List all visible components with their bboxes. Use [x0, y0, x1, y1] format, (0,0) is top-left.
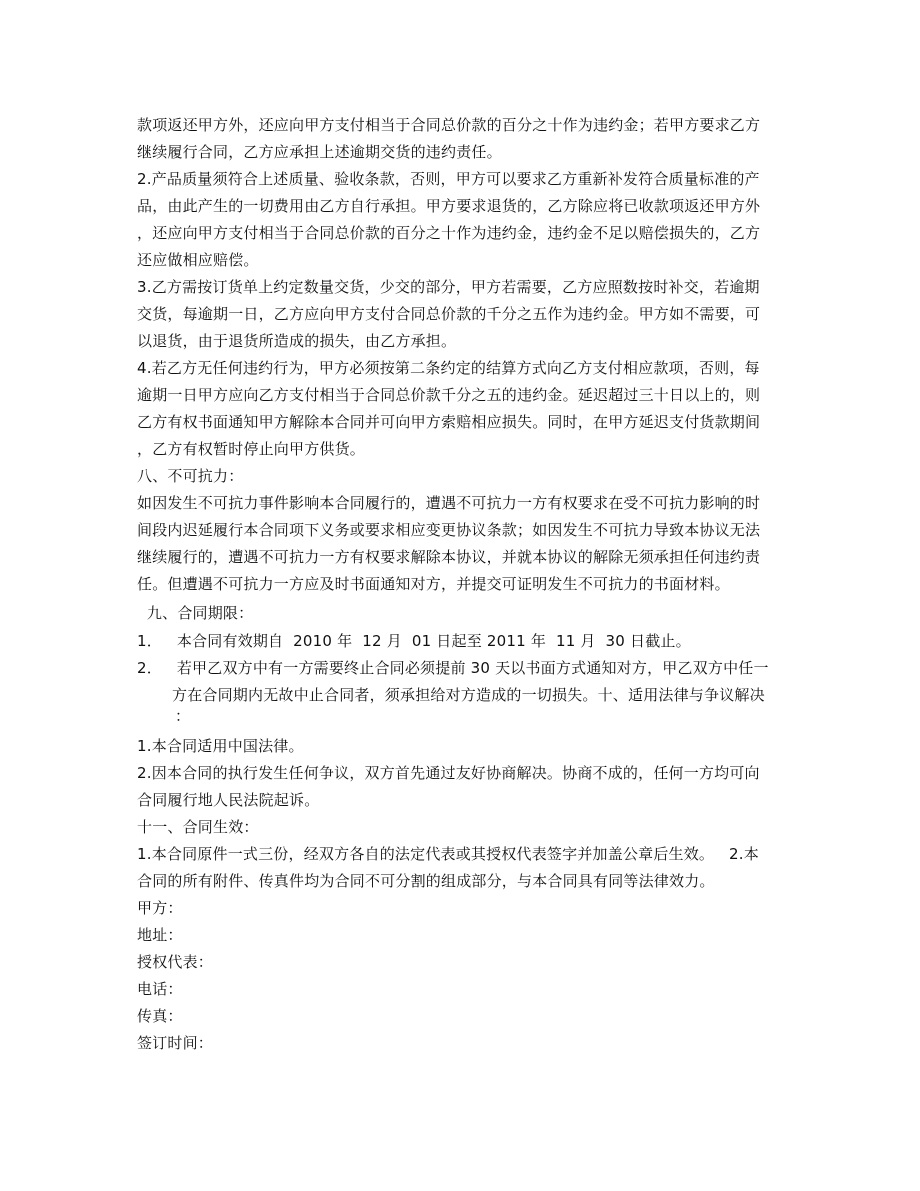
- text-line: 2.因本合同的执行发生任何争议，双方首先通过友好协商解决。协商不成的，任何一方均可向: [137, 764, 760, 782]
- signature-label-fax: 传真：: [137, 1007, 183, 1025]
- section-heading: 十一、合同生效：: [137, 818, 259, 836]
- text-line: 品，由此产生的一切费用由乙方自行承担。甲方要求退货的，乙方除应将已收款项返还甲方外: [137, 197, 761, 215]
- text-line: ：: [175, 707, 191, 725]
- text-line: 1.本合同原件一式三份，经双方各自的法定代表或其授权代表签字并加盖公章后生效。 2.本: [137, 845, 759, 863]
- text-line: 1． 本合同有效期自 2010 年 12 月 01 日起至 2011 年 11 月 30 日截止。: [137, 632, 691, 650]
- section-heading: 八、不可抗力：: [137, 467, 244, 485]
- text-line: 继续履行合同，乙方应承担上述逾期交货的违约责任。: [137, 143, 502, 161]
- text-line: 乙方有权书面通知甲方解除本合同并可向甲方索赔相应损失。同时，在甲方延迟支付货款期间: [137, 413, 761, 431]
- text-line: 款项返还甲方外，还应向甲方支付相当于合同总价款的百分之十作为违约金；若甲方要求乙方: [137, 116, 761, 134]
- signature-label-address: 地址：: [137, 926, 183, 944]
- signature-label-phone: 电话：: [137, 980, 183, 998]
- text-line: 以退货，由于退货所造成的损失，由乙方承担。: [137, 332, 457, 350]
- text-line: 还应做相应赔偿。: [137, 251, 259, 269]
- text-line: 继续履行的，遭遇不可抗力一方有权要求解除本协议，并就本协议的解除无须承担任何违约责: [137, 548, 761, 566]
- text-line: 方在合同期内无故中止合同者，须承担给对方造成的一切损失。十、适用法律与争议解决: [172, 686, 765, 704]
- text-line: 1.本合同适用中国法律。: [137, 737, 304, 755]
- text-line: 3.乙方需按订货单上约定数量交货，少交的部分，甲方若需要，乙方应照数按时补交，若逾期: [137, 278, 760, 296]
- text-line: 如因发生不可抗力事件影响本合同履行的，遭遇不可抗力一方有权要求在受不可抗力影响的时: [137, 494, 761, 512]
- text-line: ，乙方有权暂时停止向甲方供货。: [137, 440, 366, 458]
- text-line: ，还应向甲方支付相当于合同总价款的百分之十作为违约金，违约金不足以赔偿损失的，乙方: [137, 224, 761, 242]
- signature-label-representative: 授权代表：: [137, 953, 214, 971]
- signature-label-party-a: 甲方：: [137, 899, 183, 917]
- text-line: 交货，每逾期一日，乙方应向甲方支付合同总价款的千分之五作为违约金。甲方如不需要，可: [137, 305, 761, 323]
- text-line: 2.产品质量须符合上述质量、验收条款，否则，甲方可以要求乙方重新补发符合质量标准的产: [137, 170, 760, 188]
- text-line: 4.若乙方无任何违约行为，甲方必须按第二条约定的结算方式向乙方支付相应款项，否则，每: [137, 359, 760, 377]
- text-line: 2． 若甲乙双方中有一方需要终止合同必须提前 30 天以书面方式通知对方，甲乙双方中任一: [137, 659, 769, 677]
- text-line: 合同的所有附件、传真件均为合同不可分割的组成部分，与本合同具有同等法律效力。: [137, 872, 715, 890]
- text-line: 逾期一日甲方应向乙方支付相当于合同总价款千分之五的违约金。延迟超过三十日以上的，则: [137, 386, 761, 404]
- text-line: 间段内迟延履行本合同项下义务或要求相应变更协议条款；如因发生不可抗力导致本协议无法: [137, 521, 761, 539]
- text-line: 任。但遭遇不可抗力一方应及时书面通知对方，并提交可证明发生不可抗力的书面材料。: [137, 575, 730, 593]
- signature-label-date: 签订时间：: [137, 1034, 214, 1052]
- text-line: 合同履行地人民法院起诉。: [137, 791, 320, 809]
- section-heading: 九、合同期限：: [137, 604, 254, 622]
